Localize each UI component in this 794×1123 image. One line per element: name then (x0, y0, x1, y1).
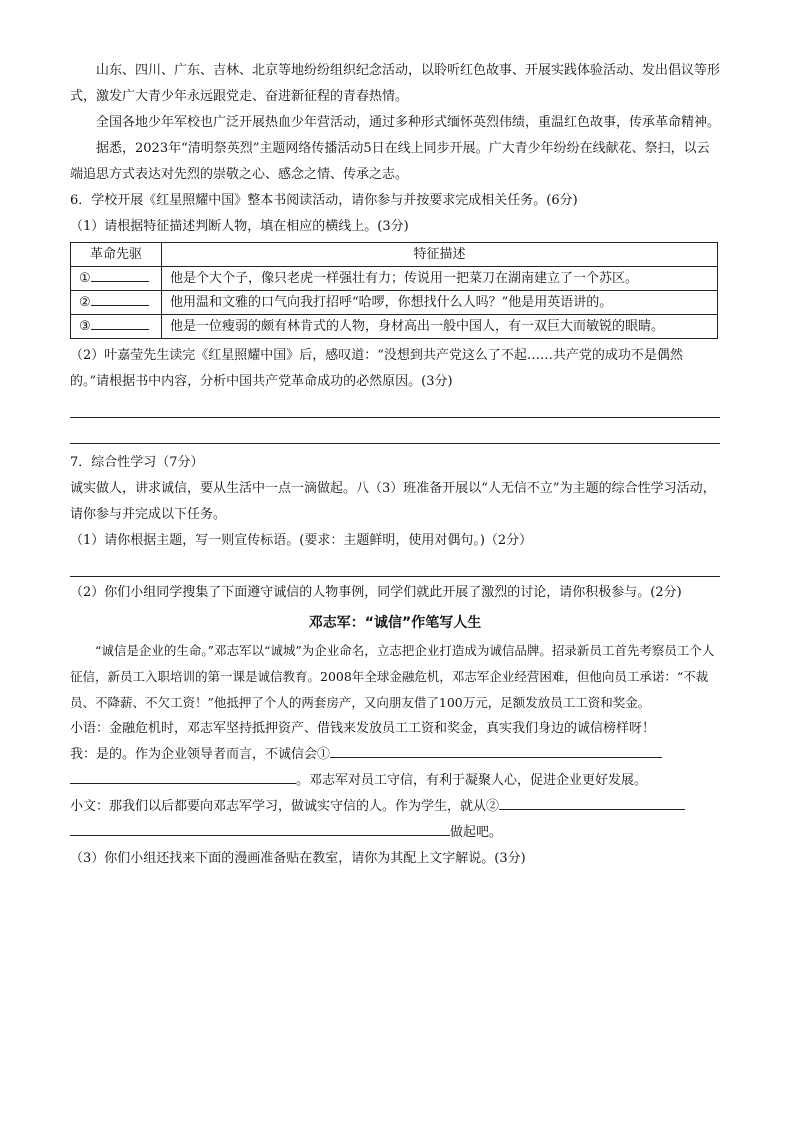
table-row (71, 291, 718, 315)
dialogue-wo-end: 。邓志军对员工守信，有利于凝聚人心，促进企业更好发展。 (296, 773, 648, 788)
document-page (70, 58, 720, 872)
table-header: 革命先驱 (71, 243, 162, 267)
intro-paragraph-3: 据悉，2023年“清明祭英烈”主题网络传播活动5日在线上同步开展。广大青少年纷纷在线献花、祭扫，以云端追思方式表达对先烈的崇敬之心、感念之情、传承之志。 (70, 141, 710, 182)
answer-blank[interactable] (91, 291, 149, 306)
answer-cell[interactable] (71, 267, 162, 291)
q7-sub3: （3）你们小组还找来下面的漫画准备贴在教室，请你为其配上文字解说。(3分) (70, 851, 526, 866)
answer-line[interactable] (70, 421, 720, 444)
story-text: “诚信是企业的生命。”邓志军以“诚城”为企业命名，立志把企业打造成为诚信品牌。招录新员工首先考察员工个人征信，新员工入职培训的第一课是诚信教育。2008年全球金融危机，邓志军企业经营困难，但他向员工承诺：“不裁员、不降薪、不欠工资！”他抵押了个人的两套房产，又向朋友借了100万元，足额发放员工工资和奖金。 (70, 643, 715, 710)
q6-sub2: （2）叶嘉莹先生读完《红星照耀中国》后，感叹道：“没想到共产党这么了不起……共产党的成功不是偶然的。”请根据书中内容，分析中国共产党革命成功的必然原因。(3分) (70, 348, 683, 389)
dialogue-wo (70, 742, 720, 768)
intro-paragraph-1: 山东、四川、广东、吉林、北京等地纷纷组织纪念活动，以聆听红色故事、开展实践体验活动、发出倡议等形式，激发广大青少年永远跟党走、奋进新征程的青春热情。 (70, 63, 721, 104)
dialogue-xiaowen-start: 小文：那我们以后都要向邓志军学习，做诚实守信的人。作为学生，就从② (70, 799, 500, 814)
dialogue-xiaowen-end: 做起吧。 (450, 825, 503, 840)
story-title: 邓志军：“诚信”作笔写人生 (308, 615, 482, 631)
q6-sub1: （1）请根据特征描述判断人物，填在相应的横线上。(3分) (70, 219, 409, 234)
intro-paragraph-2: 全国各地少年军校也广泛开展热血少年营活动，通过多种形式缅怀英烈伟绩，重温红色故事，传承革命精神。 (96, 115, 721, 130)
q7-sub1: （1）请你根据主题，写一则宣传标语。(要求：主题鲜明，使用对偶句。)（2分） (70, 533, 533, 548)
answer-blank[interactable] (91, 315, 149, 330)
description-cell: 他是一位瘦弱的颇有林肯式的人物，身材高出一般中国人，有一双巨大而敏锐的眼睛。 (162, 315, 718, 339)
dialogue-wo-cont (70, 768, 720, 794)
dialogue-wo-start: 我：是的。作为企业领导者而言，不诚信会① (70, 747, 331, 762)
answer-cell[interactable] (71, 315, 162, 339)
description-cell: 他用温和文雅的口气向我打招呼“哈啰，你想找什么人吗？”他是用英语讲的。 (162, 291, 718, 315)
q7-title: 7．综合性学习（7分） (70, 455, 204, 470)
table-row (71, 267, 718, 291)
answer-blank[interactable] (70, 821, 450, 836)
q6-title: 6．学校开展《红星照耀中国》整本书阅读活动，请你参与并按要求完成相关任务。(6分) (70, 193, 578, 208)
answer-blank[interactable] (499, 795, 685, 810)
row-number: ② (79, 295, 91, 310)
answer-line[interactable] (70, 554, 720, 577)
description-cell: 他是个大个子，像只老虎一样强壮有力；传说用一把菜刀在湖南建立了一个苏区。 (162, 267, 718, 291)
q7-intro: 诚实做人，讲求诚信，要从生活中一点一滴做起。八（3）班准备开展以“人无信不立”为主题的综合性学习活动，请你参与并完成以下任务。 (70, 481, 716, 522)
dialogue-xiaoyu: 小语：金融危机时，邓志军坚持抵押资产、借钱来发放员工工资和奖金，真实我们身边的诚信榜样呀！ (70, 721, 656, 736)
answer-cell[interactable] (71, 291, 162, 315)
row-number: ③ (79, 319, 91, 334)
answer-line[interactable] (70, 395, 720, 418)
character-table (70, 242, 718, 339)
q7-sub2: （2）你们小组同学搜集了下面遵守诚信的人物事例，同学们就此开展了激烈的讨论，请你积极参与。(2分) (70, 585, 682, 600)
row-number: ① (79, 271, 91, 286)
answer-blank[interactable] (70, 769, 296, 784)
answer-blank[interactable] (91, 267, 149, 282)
table-header-row (71, 243, 718, 267)
dialogue-xiaowen (70, 794, 720, 820)
answer-blank[interactable] (330, 743, 662, 758)
dialogue-xiaowen-cont (70, 820, 720, 846)
table-row (71, 315, 718, 339)
table-header: 特征描述 (162, 243, 718, 267)
